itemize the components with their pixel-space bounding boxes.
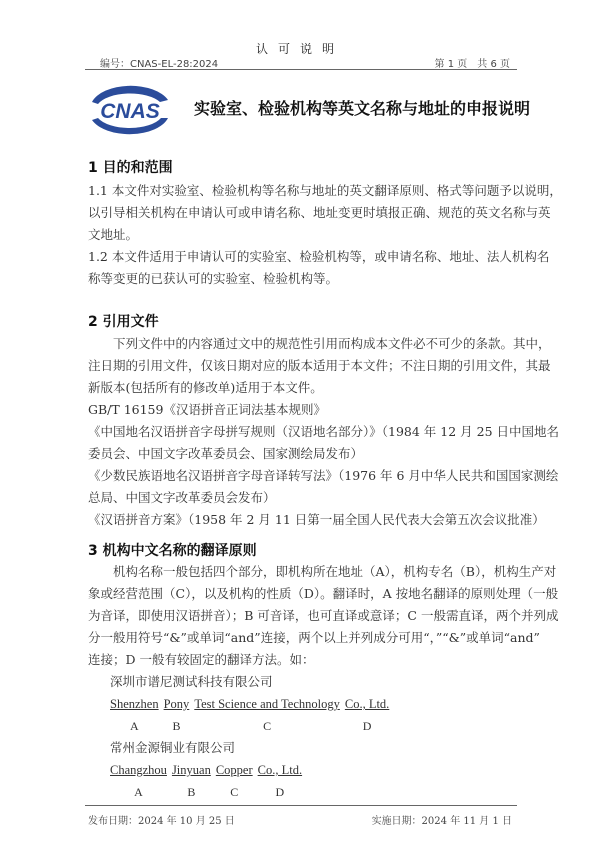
text-line: 下列文件中的内容通过文中的规范性引用而构成本文件必不可少的条款。其中， — [113, 336, 551, 351]
example-part-a-group — [110, 693, 159, 737]
text-line: 分一般用符号“&”或单词“and”连接，两个以上并列成分可用“，”“&”或单词“and” — [88, 630, 540, 645]
example-part-d-group — [258, 759, 302, 803]
effective-date: 实施日期：2024 年 11 月 1 日 — [371, 816, 512, 827]
logo-text: CNAS — [100, 100, 160, 123]
text-line: 1.1 本文件对实验室、检验机构等名称与地址的英文翻译原则、格式等问题予以说明， — [88, 183, 562, 198]
example-letter: C — [230, 785, 239, 799]
section-2-heading: 2 引用文件 — [88, 314, 159, 330]
example-letter: B — [187, 785, 196, 799]
header-rule — [85, 69, 517, 70]
reference-item: GB/T 16159《汉语拼音正词法基本规则》 — [88, 402, 326, 417]
reference-item: 《中国地名汉语拼音字母拼写规则（汉语地名部分）》（1984 年 12 月 25 日中国地名 — [88, 424, 559, 439]
section-3-heading: 3 机构中文名称的翻译原则 — [88, 543, 257, 559]
example-part-c: Test Science and Technology — [194, 697, 340, 711]
example-part-d: Co., Ltd. — [257, 763, 303, 777]
example-part-d: Co., Ltd. — [344, 697, 390, 711]
example-part-b: Pony — [163, 697, 190, 711]
document-code: 编号：CNAS-EL-28:2024 — [100, 59, 219, 70]
example-part-c-group — [216, 759, 253, 803]
text-line: 1.2 本文件适用于申请认可的实验室、检验机构等，或申请名称、地址、法人机构名 — [88, 249, 550, 264]
example-part-a-group — [110, 759, 167, 803]
example-2-chinese: 常州金源铜业有限公司 — [110, 740, 236, 755]
cnas-logo — [84, 78, 176, 142]
example-1-english — [110, 693, 389, 737]
example-part-c: Copper — [215, 763, 253, 777]
text-line: 文地址。 — [88, 227, 139, 242]
text-line: 以引导相关机构在申请认可或申请名称、地址变更时填报正确、规范的英文名称与英 — [88, 205, 551, 220]
footer-rule — [85, 805, 517, 806]
text-line: 总局、中国文字改革委员会发布） — [88, 490, 276, 505]
section-2-body — [88, 333, 559, 531]
text-line: 注日期的引用文件，仅该日期对应的版本适用于本文件；不注日期的引用文件，其最 — [88, 358, 551, 373]
example-letter: D — [275, 785, 285, 799]
example-part-d-group — [345, 693, 389, 737]
example-part-c-group — [194, 693, 340, 737]
example-1-chinese: 深圳市谱尼测试科技有限公司 — [110, 674, 273, 689]
document-title: 实验室、检验机构等英文名称与地址的申报说明 — [194, 99, 531, 118]
text-line: 机构名称一般包括四个部分，即机构所在地址（A），机构专名（B），机构生产对 — [113, 564, 557, 579]
text-line: 为音译，即使用汉语拼音）；B 可音译，也可直译或意译；C 一般需直译，两个并列成 — [88, 608, 559, 623]
text-line: 连接；D 一般有较固定的翻译方法。如： — [88, 652, 315, 667]
section-1-heading: 1 目的和范围 — [88, 160, 173, 176]
example-2-english — [110, 759, 302, 803]
example-part-a: Changzhou — [110, 763, 167, 777]
example-part-a: Shenzhen — [110, 697, 159, 711]
reference-item: 《少数民族语地名汉语拼音字母音译转写法》（1976 年 6 月中华人民共和国国家测绘 — [88, 468, 559, 483]
text-line: 称等变更的已获认可的实验室、检验机构等。 — [88, 271, 339, 286]
example-part-b-group — [164, 693, 190, 737]
example-letter: C — [263, 719, 272, 733]
example-letter: A — [134, 785, 143, 799]
section-3-body — [88, 561, 558, 671]
section-1-body — [88, 180, 562, 290]
reference-item: 《汉语拼音方案》（1958 年 2 月 11 日第一届全国人民代表大会第五次会议批准） — [88, 512, 545, 527]
example-letter: D — [362, 719, 372, 733]
header-title: 认可说明 — [255, 42, 344, 56]
page-info: 第 1 页 共 6 页 — [434, 59, 510, 70]
text-line: 新版本(包括所有的修改单)适用于本文件。 — [88, 380, 323, 395]
text-line: 委员会、中国文字改革委员会、国家测绘局发布） — [88, 446, 364, 461]
issue-date: 发布日期：2024 年 10 月 25 日 — [88, 816, 235, 827]
example-part-b: Jinyuan — [171, 763, 211, 777]
example-letter: B — [172, 719, 181, 733]
example-part-b-group — [172, 759, 211, 803]
example-letter: A — [129, 719, 139, 733]
text-line: 象或经营范围（C），以及机构的性质（D）。翻译时，A 按地名翻译的原则处理（一般 — [88, 586, 559, 601]
